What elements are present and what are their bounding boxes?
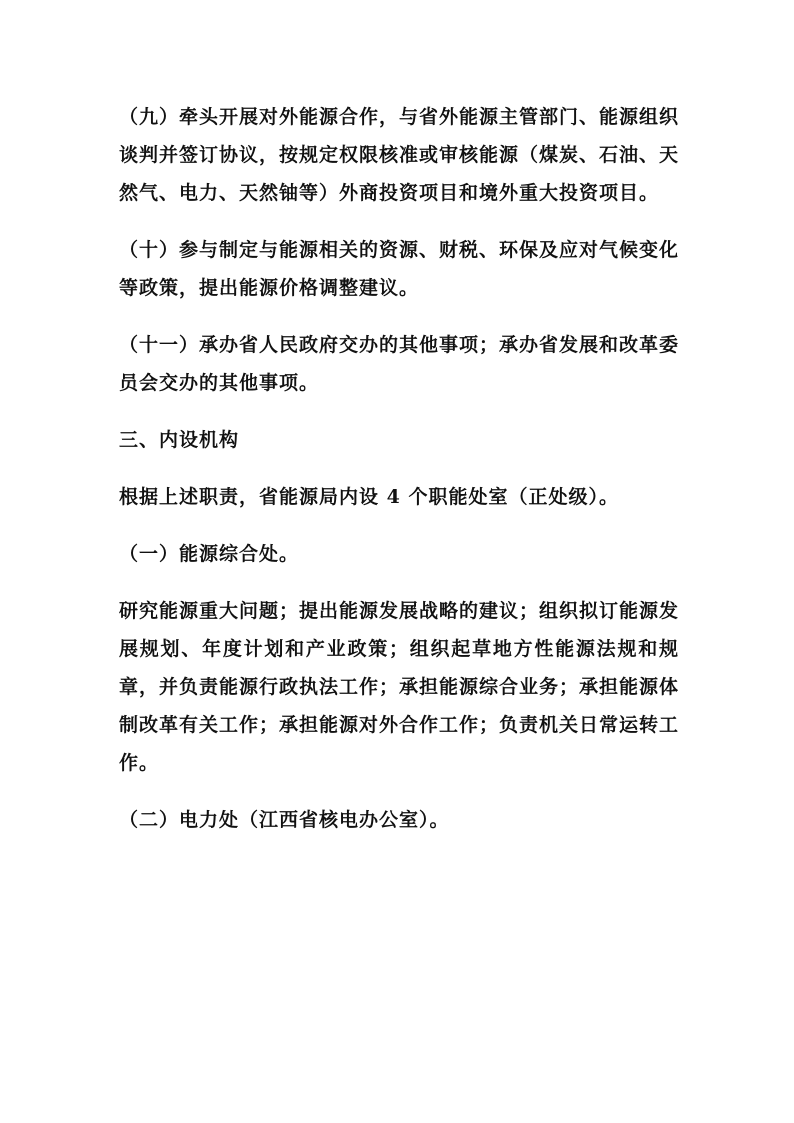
paragraph-spacer bbox=[119, 402, 679, 421]
subsection-heading-1: （一）能源综合处。 bbox=[119, 543, 300, 565]
subsection-heading-2: （二）电力处（江西省核电办公室）。 bbox=[119, 809, 450, 831]
document-body bbox=[119, 98, 679, 839]
paragraph-item-9: （九）牵头开展对外能源合作，与省外能源主管部门、能源组织谈判并签订协议，按规定权限核准或审核能源（煤炭、石油、天然气、电力、天然铀等）外商投资项目和境外重大投资项目。 bbox=[119, 106, 680, 204]
paragraph-item-11: （十一）承办省人民政府交办的其他事项；承办省发展和改革委员会交办的其他事项。 bbox=[119, 334, 680, 394]
paragraph-spacer bbox=[119, 459, 679, 478]
paragraph-spacer bbox=[119, 307, 679, 326]
section-heading: 三、内设机构 bbox=[119, 429, 240, 451]
paragraph-spacer bbox=[119, 573, 679, 592]
section-intro: 根据上述职责，省能源局内设 4 个职能处室（正处级）。 bbox=[119, 486, 619, 508]
subsection-body-1: 研究能源重大问题；提出能源发展战略的建议；组织拟订能源发展规划、年度计划和产业政策；组织起草地方性能源法规和规章，并负责能源行政执法工作；承担能源综合业务；承担能源体制改革有关工作；承担能源对外合作工作；负责机关日常运转工作。 bbox=[119, 600, 680, 774]
paragraph-spacer bbox=[119, 212, 679, 231]
paragraph-item-10: （十）参与制定与能源相关的资源、财税、环保及应对气候变化等政策，提出能源价格调整建议。 bbox=[119, 239, 680, 299]
paragraph-spacer bbox=[119, 782, 679, 801]
paragraph-spacer bbox=[119, 516, 679, 535]
